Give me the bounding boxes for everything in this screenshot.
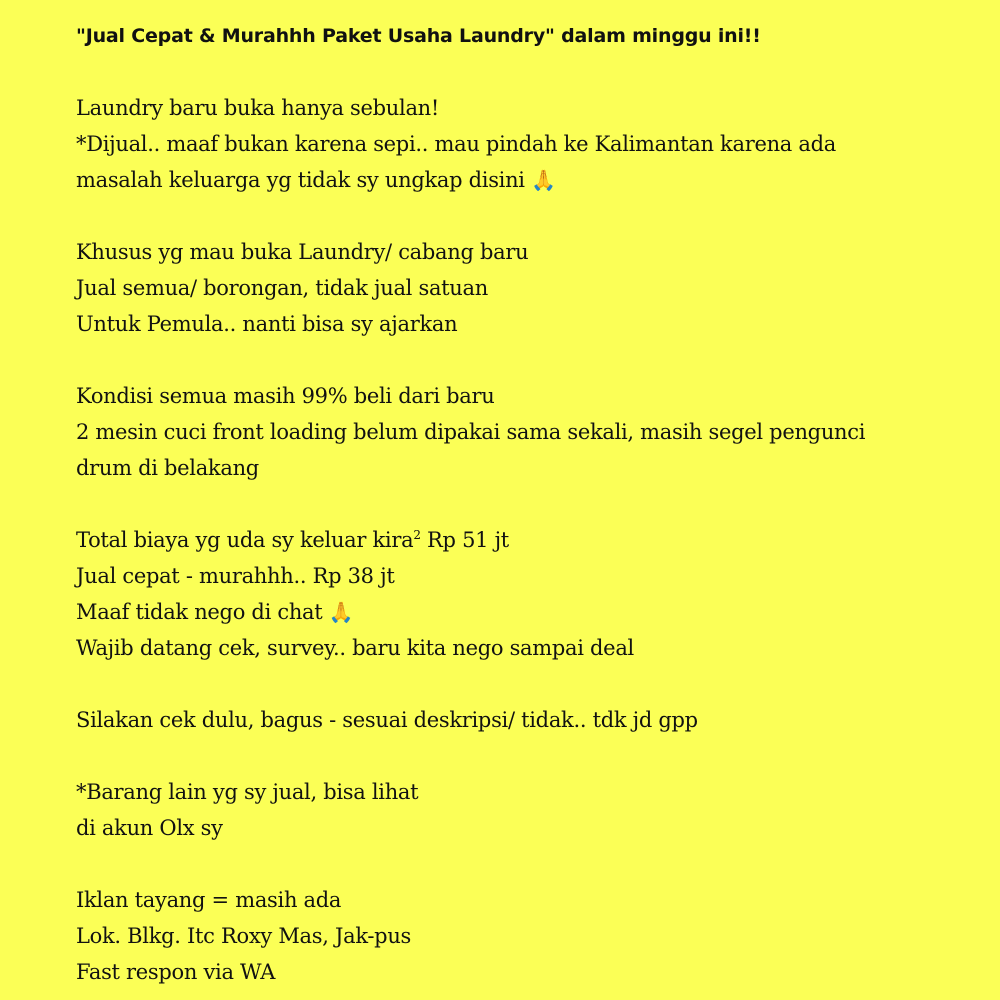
text-line: *Barang lain yg sy jual, bisa lihat [76,780,419,804]
paragraph-other-items [76,774,940,846]
text-line [76,594,940,630]
text-line: Silakan cek dulu, bagus - sesuai deskripsi/ tidak.. tdk jd gpp [76,708,698,732]
text-line: Kondisi semua masih 99% beli dari baru [76,384,495,408]
text-line: Khusus yg mau buka Laundry/ cabang baru [76,240,529,264]
text-line: Wajib datang cek, survey.. baru kita nego sampai deal [76,636,634,660]
text-line: Laundry baru buka hanya sebulan! [76,96,440,120]
ad-title: "Jual Cepat & Murahhh Paket Usaha Laundry" dalam minggu ini!! [76,25,761,47]
folded-hands-icon: 🙏 [531,168,556,192]
text-line [76,162,940,198]
text-line-content: Maaf tidak nego di chat [76,600,323,624]
paragraph-target [76,234,940,342]
price-total: Rp 51 jt [427,528,509,552]
paragraph-condition [76,378,940,486]
paragraph-price [76,522,940,666]
text-line: Untuk Pemula.. nanti bisa sy ajarkan [76,312,458,336]
paragraph-intro [76,90,940,198]
text-line: Iklan tayang = masih ada [76,888,342,912]
text-line: 2 mesin cuci front loading belum dipakai sama sekali, masih segel pengunci [76,420,866,444]
text-line: Jual cepat - murahhh.. Rp 38 jt [76,564,395,588]
text-line [76,522,940,558]
text-line: *Dijual.. maaf bukan karena sepi.. mau pindah ke Kalimantan karena ada [76,132,836,156]
text-line: di akun Olx sy [76,816,223,840]
superscript: 2 [413,528,421,542]
paragraph-contact [76,882,940,990]
text-line-content: masalah keluarga yg tidak sy ungkap disini [76,168,525,192]
text-line: Lok. Blkg. Itc Roxy Mas, Jak-pus [76,924,412,948]
folded-hands-icon: 🙏 [328,600,354,624]
text-line: Jual semua/ borongan, tidak jual satuan [76,276,488,300]
text-line: Fast respon via WA [76,960,276,984]
text-line-content: Total biaya yg uda sy keluar kira [76,528,414,552]
paragraph-check [76,702,940,738]
text-line: drum di belakang [76,456,259,480]
